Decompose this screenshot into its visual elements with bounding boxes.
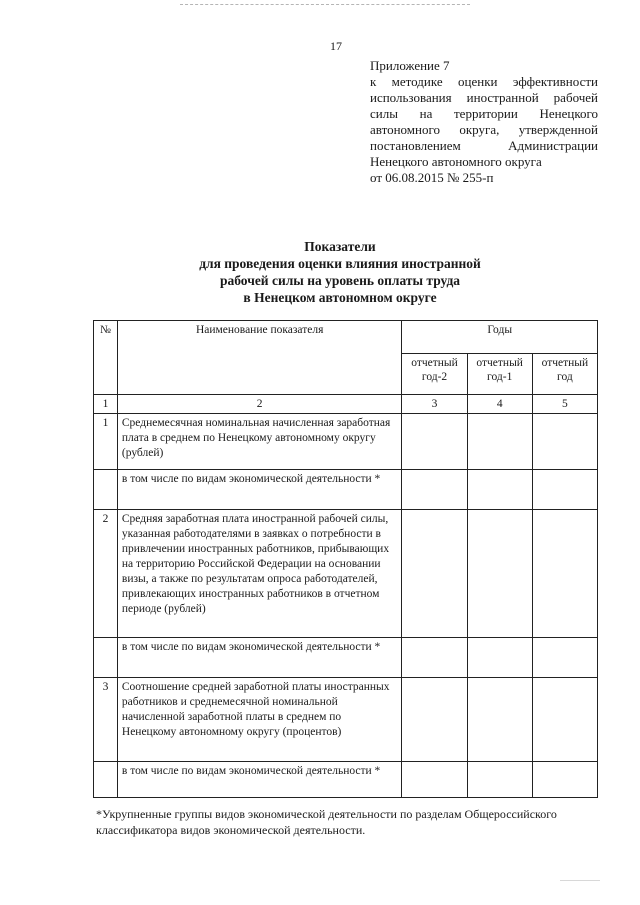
row-number: 1 [94,414,118,470]
title-line: для проведения оценки влияния иностранной [199,256,481,271]
value-cell [467,678,532,762]
value-cell [402,638,467,678]
value-cell [402,510,467,638]
appendix-block [370,58,598,186]
scan-artifact-line [180,4,470,5]
value-cell [402,414,467,470]
row-number [94,762,118,798]
value-cell [532,762,597,798]
value-cell [532,638,597,678]
column-number: 4 [467,395,532,414]
value-cell [532,470,597,510]
value-cell [467,414,532,470]
row-name: в том числе по видам экономической деятельности * [117,470,402,510]
value-cell [532,414,597,470]
header-no: № [94,321,118,395]
appendix-line: от 06.08.2015 № 255-п [370,170,494,185]
row-number: 3 [94,678,118,762]
column-number: 1 [94,395,118,414]
header-years: Годы [402,321,598,354]
row-name: в том числе по видам экономической деятельности * [117,638,402,678]
column-number: 5 [532,395,597,414]
row-number [94,470,118,510]
appendix-line: Приложение 7 [370,58,450,73]
title-line: в Ненецком автономном округе [243,290,437,305]
table-row [94,510,598,638]
title-line: рабочей силы на уровень оплаты труда [219,273,461,288]
row-name: Соотношение средней заработной платы иностранных работников и среднемесячной номинальной начисленной заработной платы в среднем по Ненецкому автономному округу (процентов) [117,678,402,762]
value-cell [467,762,532,798]
value-cell [402,762,467,798]
scan-artifact-mark [560,880,600,881]
column-number: 2 [117,395,402,414]
table-header-row [94,321,598,354]
table-row [94,678,598,762]
appendix-line: силы на территории Ненецкого [370,106,598,121]
header-name: Наименование показателя [117,321,402,395]
table-row [94,638,598,678]
table-row [94,762,598,798]
row-number [94,638,118,678]
row-number: 2 [94,510,118,638]
appendix-line: автономного округа, утвержденной [370,122,598,137]
document-title [150,238,530,306]
value-cell [402,678,467,762]
indicators-table [93,320,598,798]
appendix-line: использования иностранной рабочей [370,90,598,105]
table-row [94,414,598,470]
row-name: Среднемесячная номинальная начисленная заработная плата в среднем по Ненецкому автономному округу (рублей) [117,414,402,470]
header-year-col: отчетный год-2 [402,354,467,395]
column-number: 3 [402,395,467,414]
footnote: *Укрупненные группы видов экономической деятельности по разделам Общероссийского классификатора видов экономической деятельности. [96,807,557,837]
appendix-line: постановлением Администрации [370,138,598,153]
row-name: Средняя заработная плата иностранной рабочей силы, указанная работодателями в заявках о потребности в привлечении иностранных работников, прибывающих на территорию Российской Федерации на основании визы, а также по результатам опроса работодателей, привлекающих иностранных работников в отчетном периоде (рублей) [117,510,402,638]
value-cell [467,510,532,638]
table-row [94,470,598,510]
appendix-line: к методике оценки эффективности [370,74,598,89]
value-cell [467,470,532,510]
row-name: в том числе по видам экономической деятельности * [117,762,402,798]
title-line: Показатели [304,239,376,254]
value-cell [467,638,532,678]
header-year-col: отчетный год [532,354,597,395]
value-cell [532,678,597,762]
appendix-line: Ненецкого автономного округа [370,154,542,169]
column-numbers-row [94,395,598,414]
page-number: 17 [330,39,342,53]
header-year-col: отчетный год-1 [467,354,532,395]
value-cell [532,510,597,638]
value-cell [402,470,467,510]
